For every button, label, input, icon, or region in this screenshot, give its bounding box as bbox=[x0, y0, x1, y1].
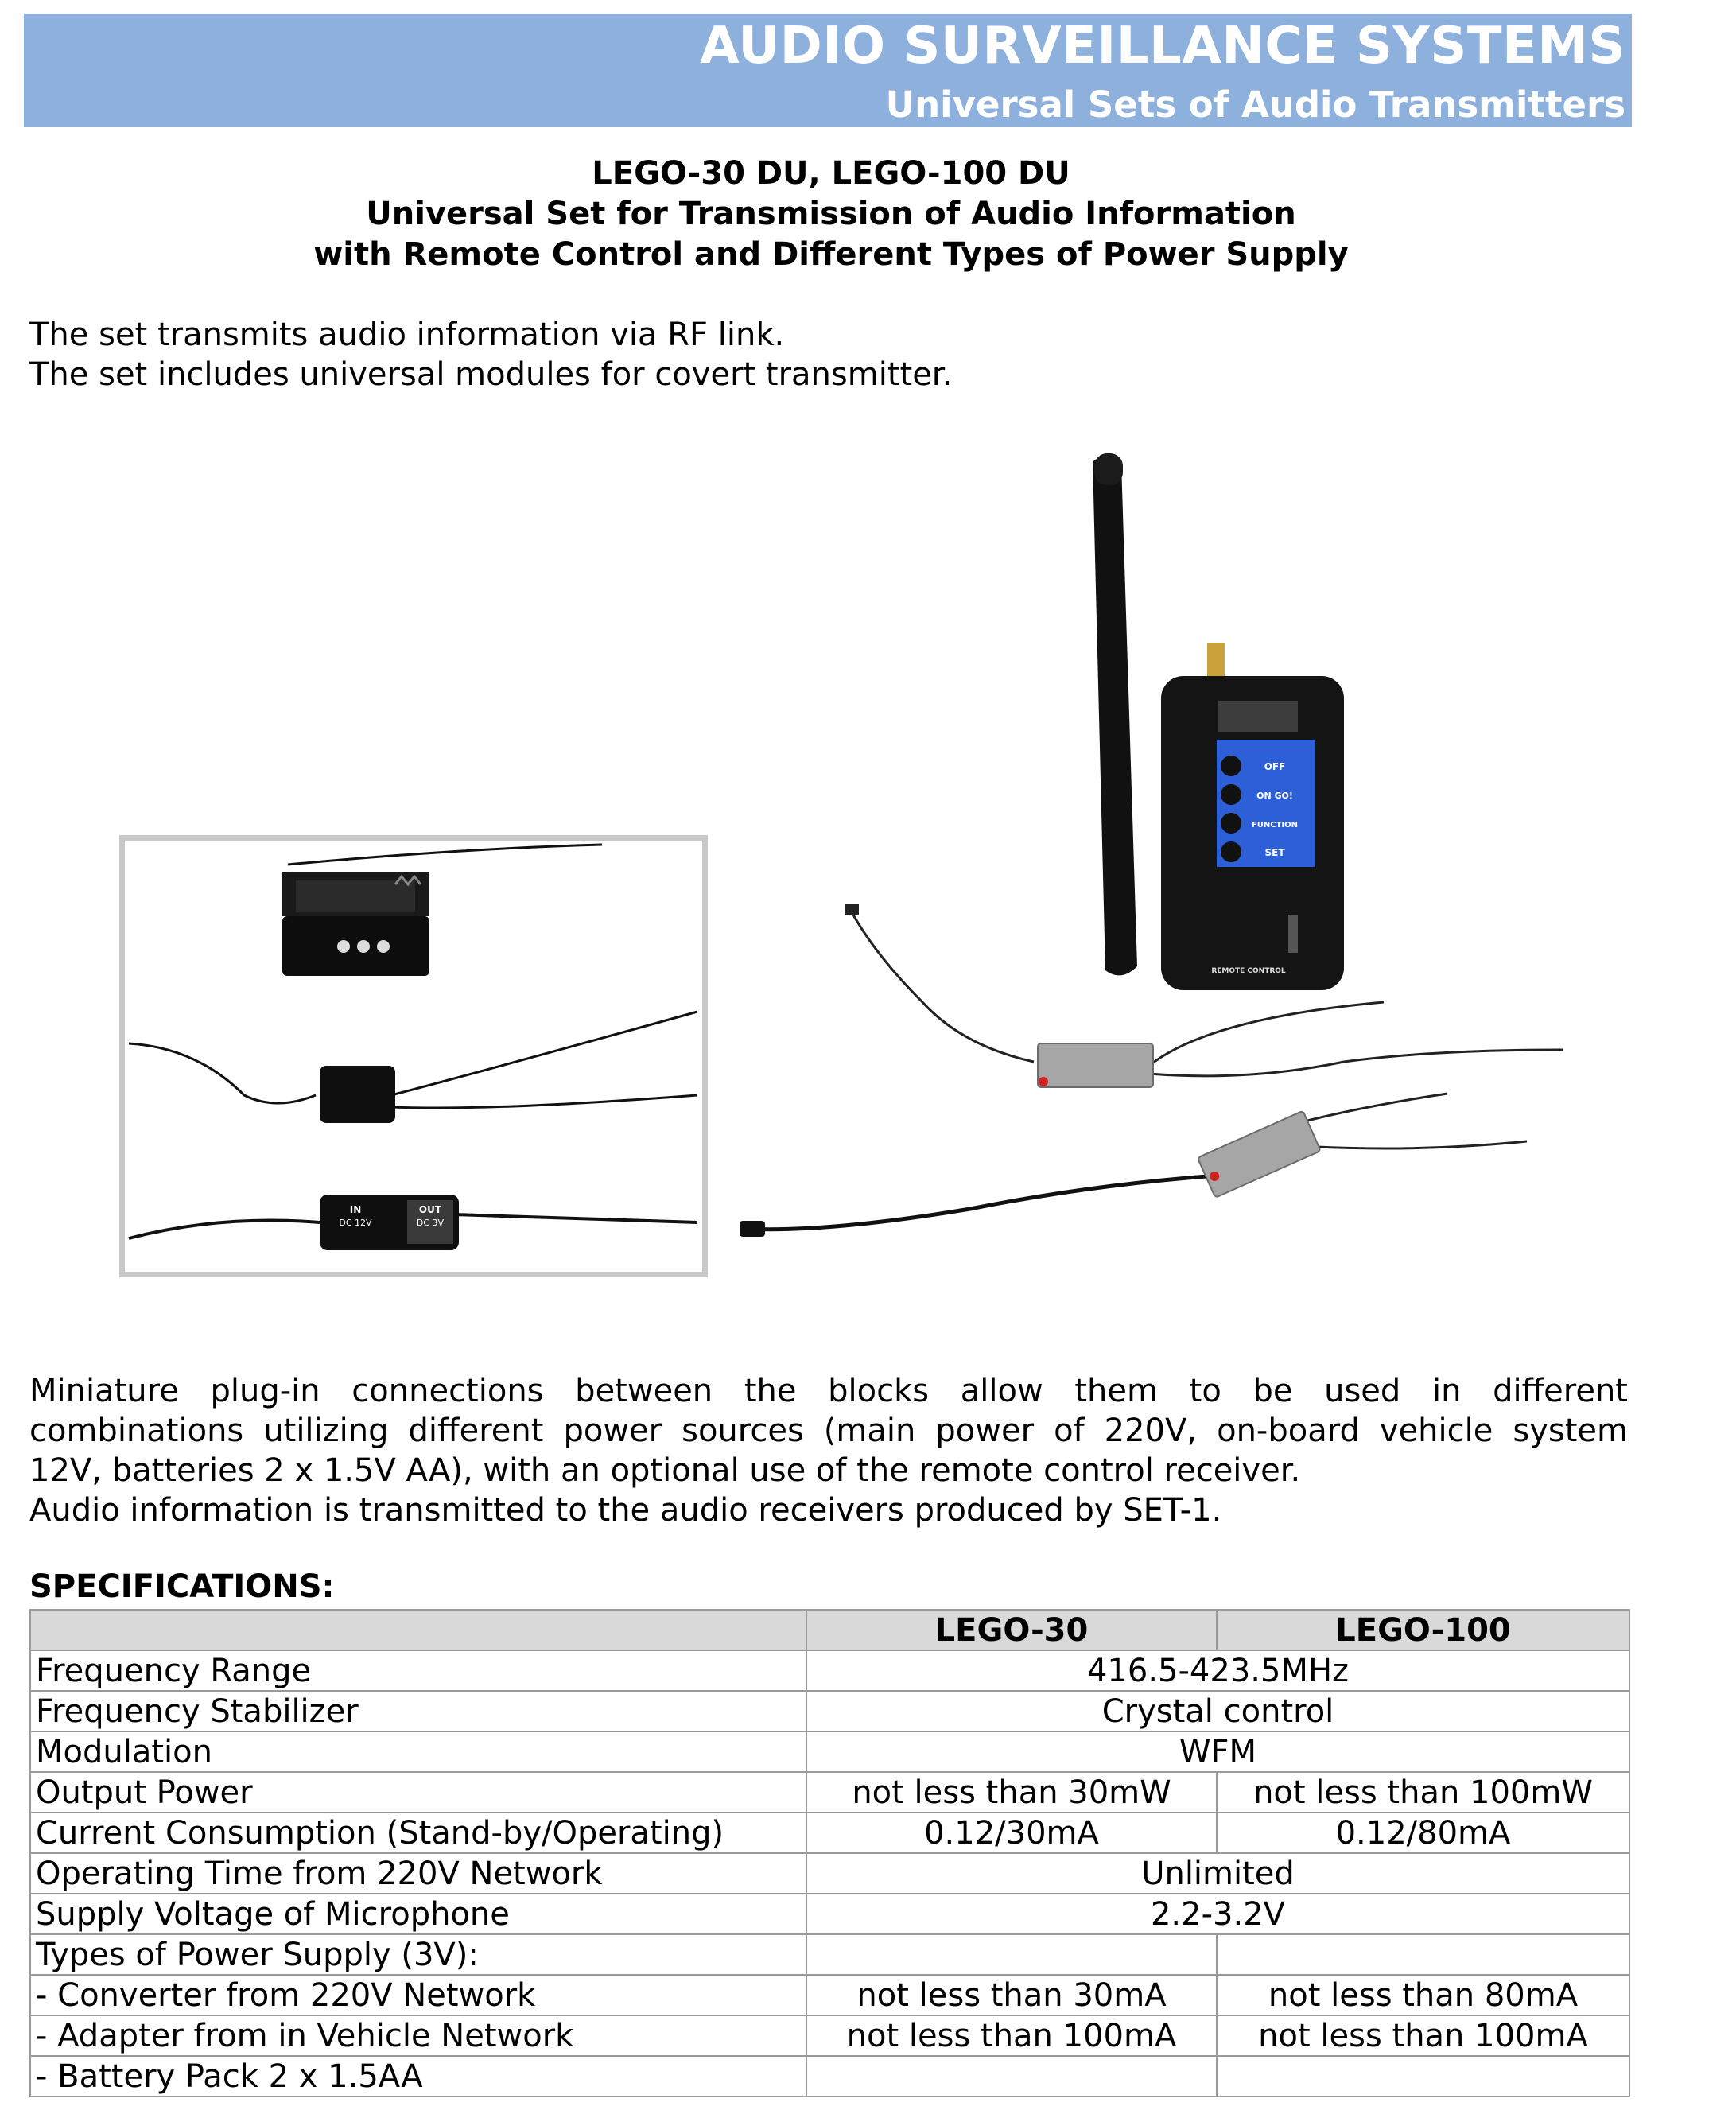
spec-value-lego-30: not less than 100mA bbox=[806, 2015, 1217, 2056]
spec-label: Operating Time from 220V Network bbox=[30, 1853, 806, 1894]
description-line-2: combinations utilizing different power sources (main power of 220V, on-board vehicle system bbox=[29, 1413, 1628, 1449]
header-banner bbox=[24, 14, 1632, 127]
table-row bbox=[30, 1813, 1629, 1853]
table-row bbox=[30, 1650, 1629, 1691]
table-row bbox=[30, 1975, 1629, 2015]
spec-value-lego-100: not less than 80mA bbox=[1217, 1975, 1629, 2015]
spec-value-lego-30 bbox=[806, 1934, 1217, 1975]
table-row bbox=[30, 1691, 1629, 1731]
spec-value-shared: Unlimited bbox=[806, 1853, 1629, 1894]
remote-button-function: FUNCTION bbox=[1251, 821, 1299, 830]
remote-button-off: OFF bbox=[1264, 761, 1286, 772]
intro-line-1: The set transmits audio information via RF link. bbox=[29, 317, 785, 353]
description-paragraph bbox=[29, 1371, 1628, 1530]
transmitter-photo bbox=[732, 445, 1606, 1280]
spec-value-shared: WFM bbox=[806, 1731, 1629, 1772]
spec-label: - Adapter from in Vehicle Network bbox=[30, 2015, 806, 2056]
table-row bbox=[30, 2056, 1629, 2097]
spec-label: Frequency Range bbox=[30, 1650, 806, 1691]
spec-value-lego-100: not less than 100mA bbox=[1217, 2015, 1629, 2056]
remote-button-on-go: ON GO! bbox=[1256, 791, 1293, 801]
spec-label: Frequency Stabilizer bbox=[30, 1691, 806, 1731]
header-parameter bbox=[30, 1610, 806, 1650]
spec-value-lego-100: not less than 100mW bbox=[1217, 1772, 1629, 1813]
spec-label: Modulation bbox=[30, 1731, 806, 1772]
description-line-3: 12V, batteries 2 x 1.5V AA), with an optional use of the remote control receiver. bbox=[29, 1452, 1301, 1489]
table-row bbox=[30, 2015, 1629, 2056]
table-row bbox=[30, 1772, 1629, 1813]
spec-value-lego-100 bbox=[1217, 1934, 1629, 1975]
power-modules-photo bbox=[119, 835, 708, 1277]
table-row bbox=[30, 1731, 1629, 1772]
spec-value-lego-100 bbox=[1217, 2056, 1629, 2097]
banner-title: AUDIO SURVEILLANCE SYSTEMS bbox=[700, 17, 1625, 76]
spec-label: Current Consumption (Stand-by/Operating) bbox=[30, 1813, 806, 1853]
specifications-title: SPECIFICATIONS: bbox=[29, 1568, 335, 1605]
spec-value-lego-30: not less than 30mW bbox=[806, 1772, 1217, 1813]
header-lego-100: LEGO-100 bbox=[1217, 1610, 1629, 1650]
description-line-1: Miniature plug-in connections between the blocks allow them to be used in different bbox=[29, 1373, 1628, 1409]
adapter-in-voltage: DC 12V bbox=[339, 1218, 372, 1228]
adapter-out-voltage: DC 3V bbox=[416, 1218, 445, 1228]
description-line-4: Audio information is transmitted to the audio receivers produced by SET-1. bbox=[29, 1492, 1222, 1529]
adapter-out-label: OUT bbox=[418, 1204, 442, 1215]
spec-label: Supply Voltage of Microphone bbox=[30, 1894, 806, 1934]
spec-label: Types of Power Supply (3V): bbox=[30, 1934, 806, 1975]
table-header-row bbox=[30, 1610, 1629, 1650]
remote-control-label: REMOTE CONTROL bbox=[1211, 967, 1286, 975]
spec-label: - Converter from 220V Network bbox=[30, 1975, 806, 2015]
adapter-in-label: IN bbox=[349, 1204, 362, 1215]
spec-value-shared: 2.2-3.2V bbox=[806, 1894, 1629, 1934]
spec-value-lego-100: 0.12/80mA bbox=[1217, 1813, 1629, 1853]
product-heading-line3: with Remote Control and Different Types of Power Supply bbox=[313, 236, 1349, 273]
product-models: LEGO-30 DU, LEGO-100 DU bbox=[592, 155, 1070, 192]
intro-line-2: The set includes universal modules for covert transmitter. bbox=[29, 356, 953, 393]
table-row bbox=[30, 1894, 1629, 1934]
remote-button-set: SET bbox=[1264, 847, 1285, 858]
spec-value-shared: 416.5-423.5MHz bbox=[806, 1650, 1629, 1691]
spec-value-lego-30: not less than 30mA bbox=[806, 1975, 1217, 2015]
header-lego-30: LEGO-30 bbox=[806, 1610, 1217, 1650]
product-heading-line2: Universal Set for Transmission of Audio Information bbox=[366, 196, 1296, 232]
table-row bbox=[30, 1853, 1629, 1894]
table-row bbox=[30, 1934, 1629, 1975]
spec-value-shared: Crystal control bbox=[806, 1691, 1629, 1731]
specifications-table bbox=[29, 1609, 1630, 2097]
spec-value-lego-30 bbox=[806, 2056, 1217, 2097]
spec-value-lego-30: 0.12/30mA bbox=[806, 1813, 1217, 1853]
banner-subtitle: Universal Sets of Audio Transmitters bbox=[885, 84, 1625, 126]
power-modules-illustration bbox=[125, 841, 702, 1272]
spec-label: - Battery Pack 2 x 1.5AA bbox=[30, 2056, 806, 2097]
spec-label: Output Power bbox=[30, 1772, 806, 1813]
